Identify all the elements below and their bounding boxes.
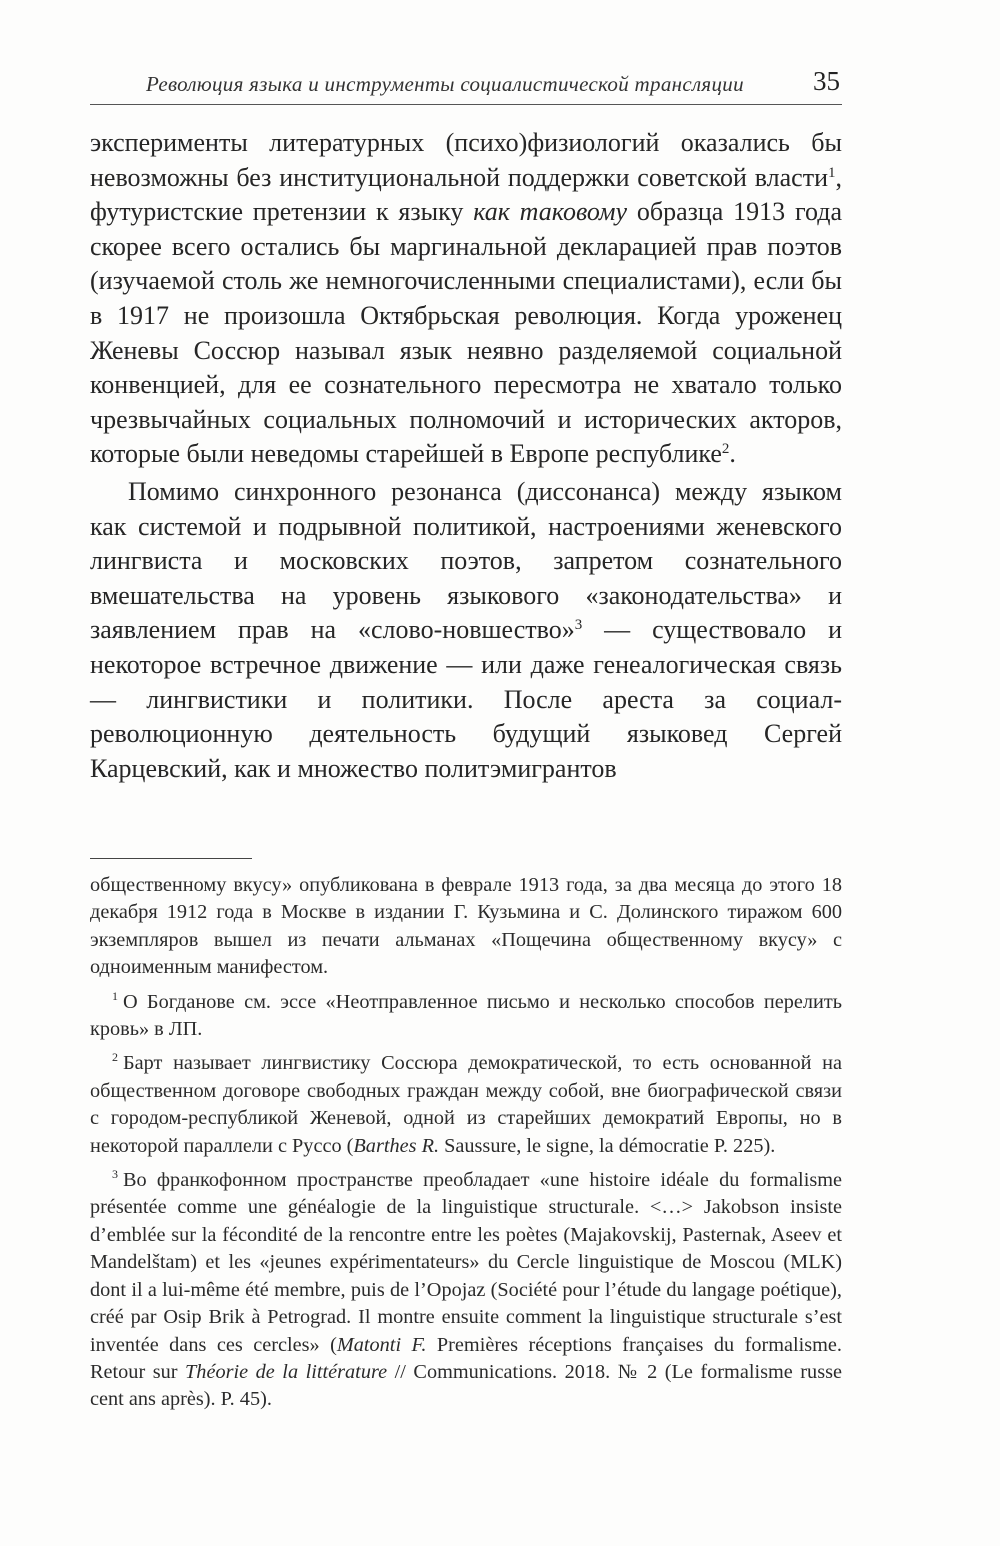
- footnote-3-author: Matonti F.: [336, 1333, 427, 1356]
- footnote-3-text-a: Во франкофонном пространстве преобладает «une histoire idéale du formalisme présentée comme une généalogie de la linguistique structurale. <…> Jakobson insiste d’emblée sur la fécondité de la rencontre entre les poètes (Majakovskij, Pasternak, Aseev et Mandelštam) et les «jeunes expérimentateurs» du Cercle linguistique de Moscou (MLK) dont il a lui-même été membre, puis de l’Opojaz (Société pour l’étude du langage poétique), créé par Osip Brik à Petrograd. Il montre ensuite comment la linguistique structurale s’est inventée dans ces cercles» (: [90, 1169, 842, 1356]
- paragraph-1-text-d: .: [729, 439, 736, 469]
- footnote-ref-3: 3: [574, 617, 583, 634]
- paragraph-2-text-a: Помимо синхронного резонанса (диссонанса) между языком как системой и подрывной политикой, настроениями женевского лингвиста и московских поэтов, запретом сознательного вмешательства на уровень языкового «законодательства» и заявлением прав на «слово-новшество»: [90, 476, 842, 645]
- paragraph-2-text-b: — существовало и некоторое встречное движение — или даже генеалогическая связь — лингвистики и политики. После ареста за социал-революционную деятельность будущий языковед Сергей Карцевский, как и множество политэмигрантов: [90, 615, 842, 783]
- paragraph-1-emphasis: как таковому: [473, 197, 628, 227]
- footnote-2: [90, 1050, 842, 1160]
- footnote-ref-2: 2: [721, 441, 730, 458]
- footnote-ref-1: 1: [828, 164, 836, 181]
- footnote-1-number: 1: [112, 988, 118, 1003]
- footnote-1-text: О Богданове см. эссе «Неотправленное письмо и несколько способов перелить кровь» в ЛП.: [90, 990, 842, 1041]
- footnote-separator: [90, 858, 252, 859]
- footnote-3: [90, 1167, 842, 1414]
- running-title: Революция языка и инструменты социалистической трансляции: [146, 72, 744, 96]
- footnote-1: [90, 989, 842, 1044]
- footnote-2-text-b: Saussure, le signe, la démocratie P. 225).: [439, 1134, 776, 1157]
- footnote-continued: общественному вкусу» опубликована в феврале 1913 года, за два месяца до этого 18 декабря 1912 года в Москве в издании Г. Кузьмина и С. Долинского тиражом 600 экземпляров вышел из печати альманах «Пощечина общественному вкусу» с одноименным манифестом.: [90, 874, 842, 979]
- paragraph-2: [90, 475, 842, 786]
- footnote-3-book-title: Théorie de la littérature: [185, 1360, 388, 1383]
- running-header: [90, 66, 842, 105]
- paragraph-1-text-c: образца 1913 года скорее всего остались бы маргинальной декларацией прав поэтов (изучаемой столь же немногочисленными специалистами), если бы в 1917 не произошла Октябрьская революция. Когда уроженец Женевы Соссюр называл язык неявно разделяемой социальной конвенцией, для ее сознательного пересмотра не хватало только чрезвычайных социальных полномочий и исторических акторов, которые были неведомы старейшей в Европе республике: [90, 197, 842, 469]
- footnote-3-text-b: Premières réceptions françaises du formalisme. Retour sur: [90, 1333, 843, 1383]
- paragraph-1-text-a: эксперименты литературных (психо)физиологий оказались бы невозможны без институциональной поддержки советской власти: [90, 128, 842, 192]
- footnote-3-number: 3: [112, 1167, 118, 1182]
- footnotes: [90, 872, 842, 1414]
- footnote-3-text-c: // Communications. 2018. № 2 (Le formalisme russe cent ans après). P. 45).: [90, 1360, 842, 1411]
- footnote-2-text-a: Барт называет лингвистику Соссюра демократической, то есть основанной на общественном договоре свободных граждан между собой, вне биографической связи с городом-республикой Женевой, одной из старейших демократий Европы, но в некоторой параллели с Руссо (: [90, 1052, 842, 1157]
- paragraph-1: [90, 126, 842, 472]
- page-number: 35: [813, 66, 840, 96]
- footnote-2-number: 2: [112, 1050, 118, 1065]
- main-text: [90, 126, 842, 786]
- paragraph-1-text-b: , футуристские претензии к языку: [90, 162, 842, 227]
- footnote-2-author: Barthes R.: [353, 1134, 440, 1157]
